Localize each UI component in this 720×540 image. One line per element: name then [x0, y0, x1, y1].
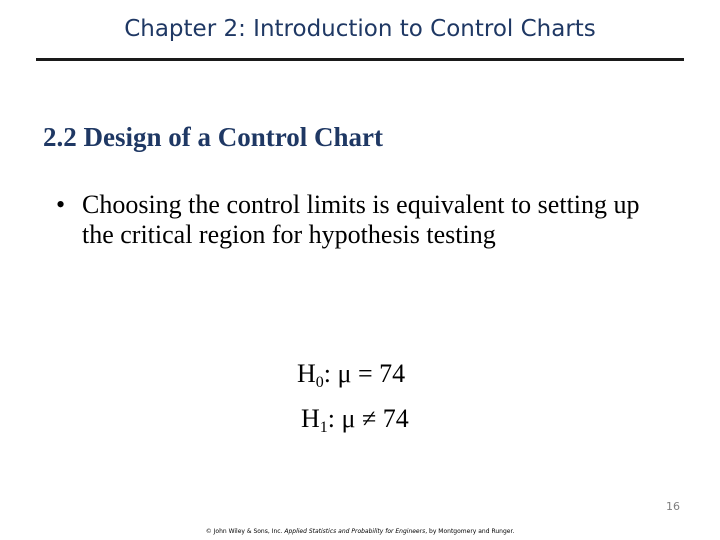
h1-subscript: 1	[319, 419, 328, 436]
h0-letter: H	[297, 359, 316, 388]
slide-title: Chapter 2: Introduction to Control Charts	[124, 16, 596, 42]
footer-book-title: Applied Statistics and Probability for Engineers	[284, 528, 426, 535]
bullet-text: Choosing the control limits is equivalent to setting up the critical region for hypothesis testing	[82, 190, 640, 249]
h0-subscript: 0	[315, 374, 324, 391]
footer-suffix: , by Montgomery and Runger.	[425, 528, 515, 535]
h0-statement: : μ = 74	[323, 359, 406, 388]
copyright-footer	[0, 528, 720, 535]
section-heading: 2.2 Design of a Control Chart	[43, 122, 383, 152]
alternative-hypothesis	[301, 404, 409, 437]
null-hypothesis	[297, 359, 405, 392]
h1-statement: : μ ≠ 74	[327, 404, 409, 433]
h1-letter: H	[301, 404, 320, 433]
page-number: 16	[666, 500, 680, 513]
title-divider	[36, 58, 684, 61]
bullet-marker: •	[56, 190, 66, 219]
footer-prefix: © John Wiley & Sons, Inc.	[205, 528, 285, 535]
bullet-item	[56, 190, 656, 250]
